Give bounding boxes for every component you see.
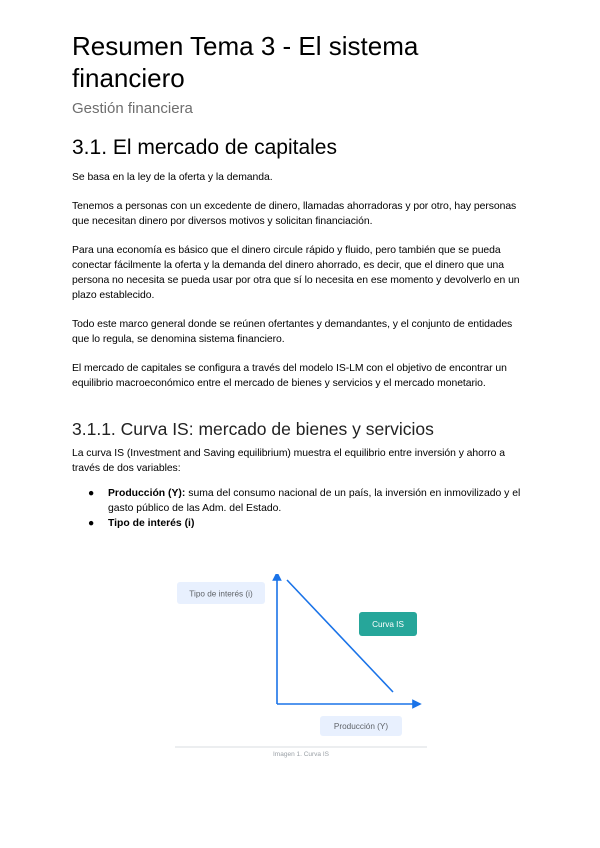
variables-list [72,486,532,531]
paragraph: Todo este marco general donde se reúnen ofertantes y demandantes, y el conjunto de entidades que lo regula, se denomina sistema financiero. [72,319,513,345]
section-heading-mercado-capitales: 3.1. El mercado de capitales [72,136,337,159]
figure-caption: Imagen 1. Curva IS [273,751,329,758]
list-item-text: suma del consumo nacional de un país, la inversión en inmovilizado y el gasto público de las Adm. del Estado. [108,488,521,514]
list-item-term: Tipo de interés (i) [108,518,195,529]
list-item [88,516,532,531]
list-item [88,486,532,516]
is-curve-figure [175,574,427,764]
document-title: Resumen Tema 3 - El sistema financiero [72,31,419,93]
list-item-term: Producción (Y): [108,488,186,499]
legend-entry-curva-is: Curva IS [372,620,404,629]
document-subtitle: Gestión financiera [72,100,193,117]
paragraph: Para una economía es básico que el dinero circule rápido y fluido, pero también que se pueda conectar fácilmente la oferta y la demanda del dinero ahorrado, es decir, que el dinero que una persona no necesita se pueda usar por otra que sí lo necesita en ese momento y devolverlo en un plazo establecido. [72,245,520,301]
bullet-icon: ● [88,488,95,499]
paragraph: La curva IS (Investment and Saving equilibrium) muestra el equilibrio entre inversión y ahorro a través de dos variables: [72,448,505,474]
bullet-icon: ● [88,518,95,529]
paragraph: Tenemos a personas con un excedente de dinero, llamadas ahorradoras y por otro, hay personas que necesitan dinero por diversos motivos y solicitan financiación. [72,201,517,227]
x-axis-label: Producción (Y) [333,722,389,731]
subsection-heading-curva-is: 3.1.1. Curva IS: mercado de bienes y servicios [72,419,434,439]
paragraph: El mercado de capitales se configura a través del modelo IS-LM con el objetivo de encontrar un equilibrio macroeconómico entre el mercado de bienes y servicios y el mercado monetario. [72,363,507,389]
document-page [72,30,532,531]
paragraph: Se basa en la ley de la oferta y la demanda. [72,172,273,183]
is-curve-chart [175,574,427,748]
y-axis-label: Tipo de interés (i) [189,589,253,599]
